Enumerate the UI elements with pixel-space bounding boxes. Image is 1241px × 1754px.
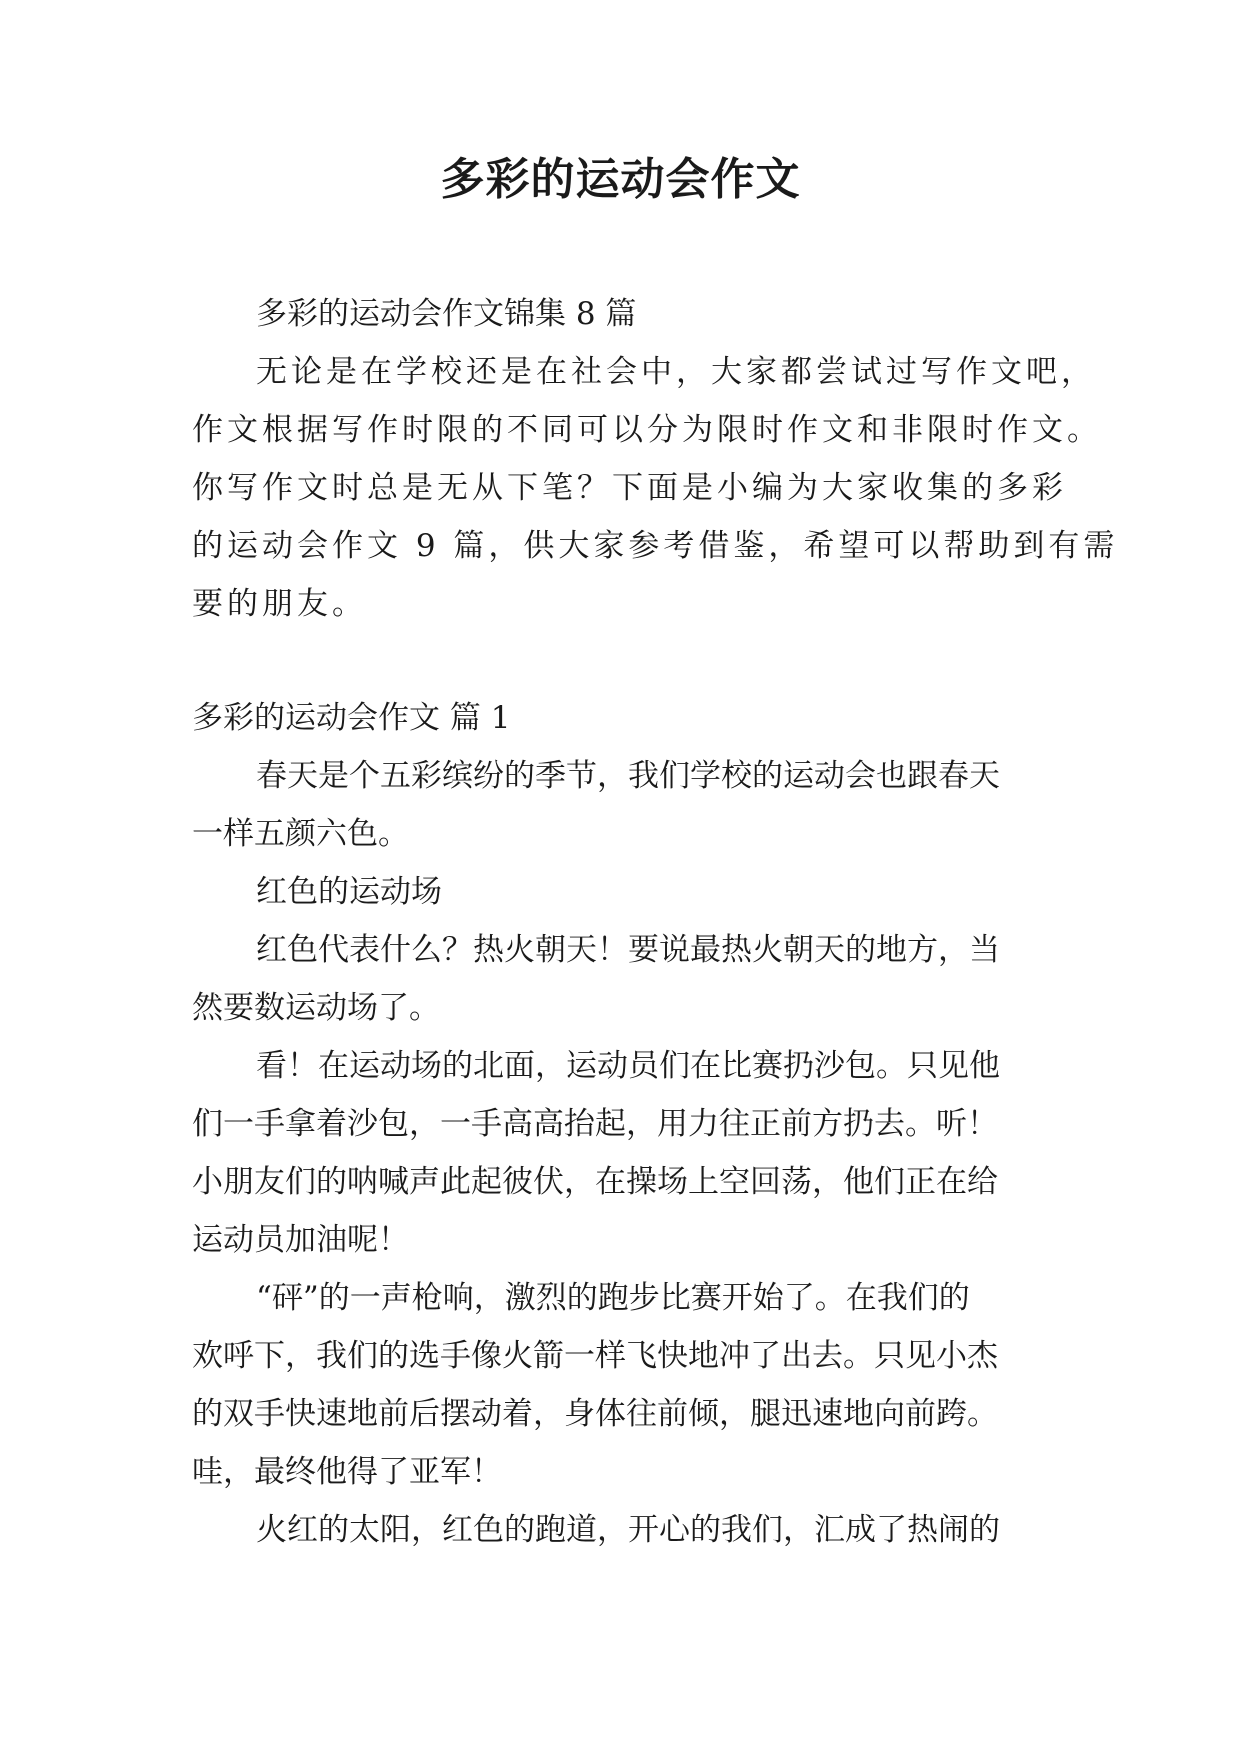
body-line: 春天是个五彩缤纷的季节，我们学校的运动会也跟春天	[256, 758, 1000, 794]
body-line: 然要数运动场了。	[192, 990, 440, 1026]
intro-line: 要的朋友。	[192, 586, 367, 622]
subtitle: 多彩的运动会作文锦集 8 篇	[256, 296, 637, 332]
document-title: 多彩的运动会作文	[440, 154, 801, 205]
body-line: 的双手快速地前后摆动着，身体往前倾，腿迅速地向前跨。	[192, 1396, 998, 1432]
body-line: 小朋友们的呐喊声此起彼伏，在操场上空回荡，他们正在给	[192, 1164, 998, 1200]
body-line: 哇，最终他得了亚军！	[192, 1454, 502, 1490]
body-line: 火红的太阳，红色的跑道，开心的我们，汇成了热闹的	[256, 1512, 1000, 1548]
body-line: 红色的运动场	[256, 874, 442, 910]
body-line: 运动员加油呢！	[192, 1222, 409, 1258]
body-line: 们一手拿着沙包，一手高高抬起，用力往正前方扔去。听！	[192, 1106, 998, 1142]
intro-line: 作文根据写作时限的不同可以分为限时作文和非限时作文。	[192, 412, 1102, 448]
document-body	[192, 285, 1119, 1559]
body-line: 欢呼下，我们的选手像火箭一样飞快地冲了出去。只见小杰	[192, 1338, 998, 1374]
body-line: “砰”的一声枪响，激烈的跑步比赛开始了。在我们的	[256, 1280, 970, 1316]
intro-line: 无论是在学校还是在社会中，大家都尝试过写作文吧，	[256, 354, 1096, 390]
section-heading: 多彩的运动会作文 篇 1	[192, 700, 511, 736]
body-line: 一样五颜六色。	[192, 816, 409, 852]
body-line: 看！在运动场的北面，运动员们在比赛扔沙包。只见他	[256, 1048, 1000, 1084]
body-line: 红色代表什么？热火朝天！要说最热火朝天的地方，当	[256, 932, 1000, 968]
intro-line: 的运动会作文 9 篇，供大家参考借鉴，希望可以帮助到有需	[192, 528, 1119, 564]
intro-line: 你写作文时总是无从下笔？下面是小编为大家收集的多彩	[192, 470, 1067, 506]
paragraph-gap	[192, 633, 1082, 689]
